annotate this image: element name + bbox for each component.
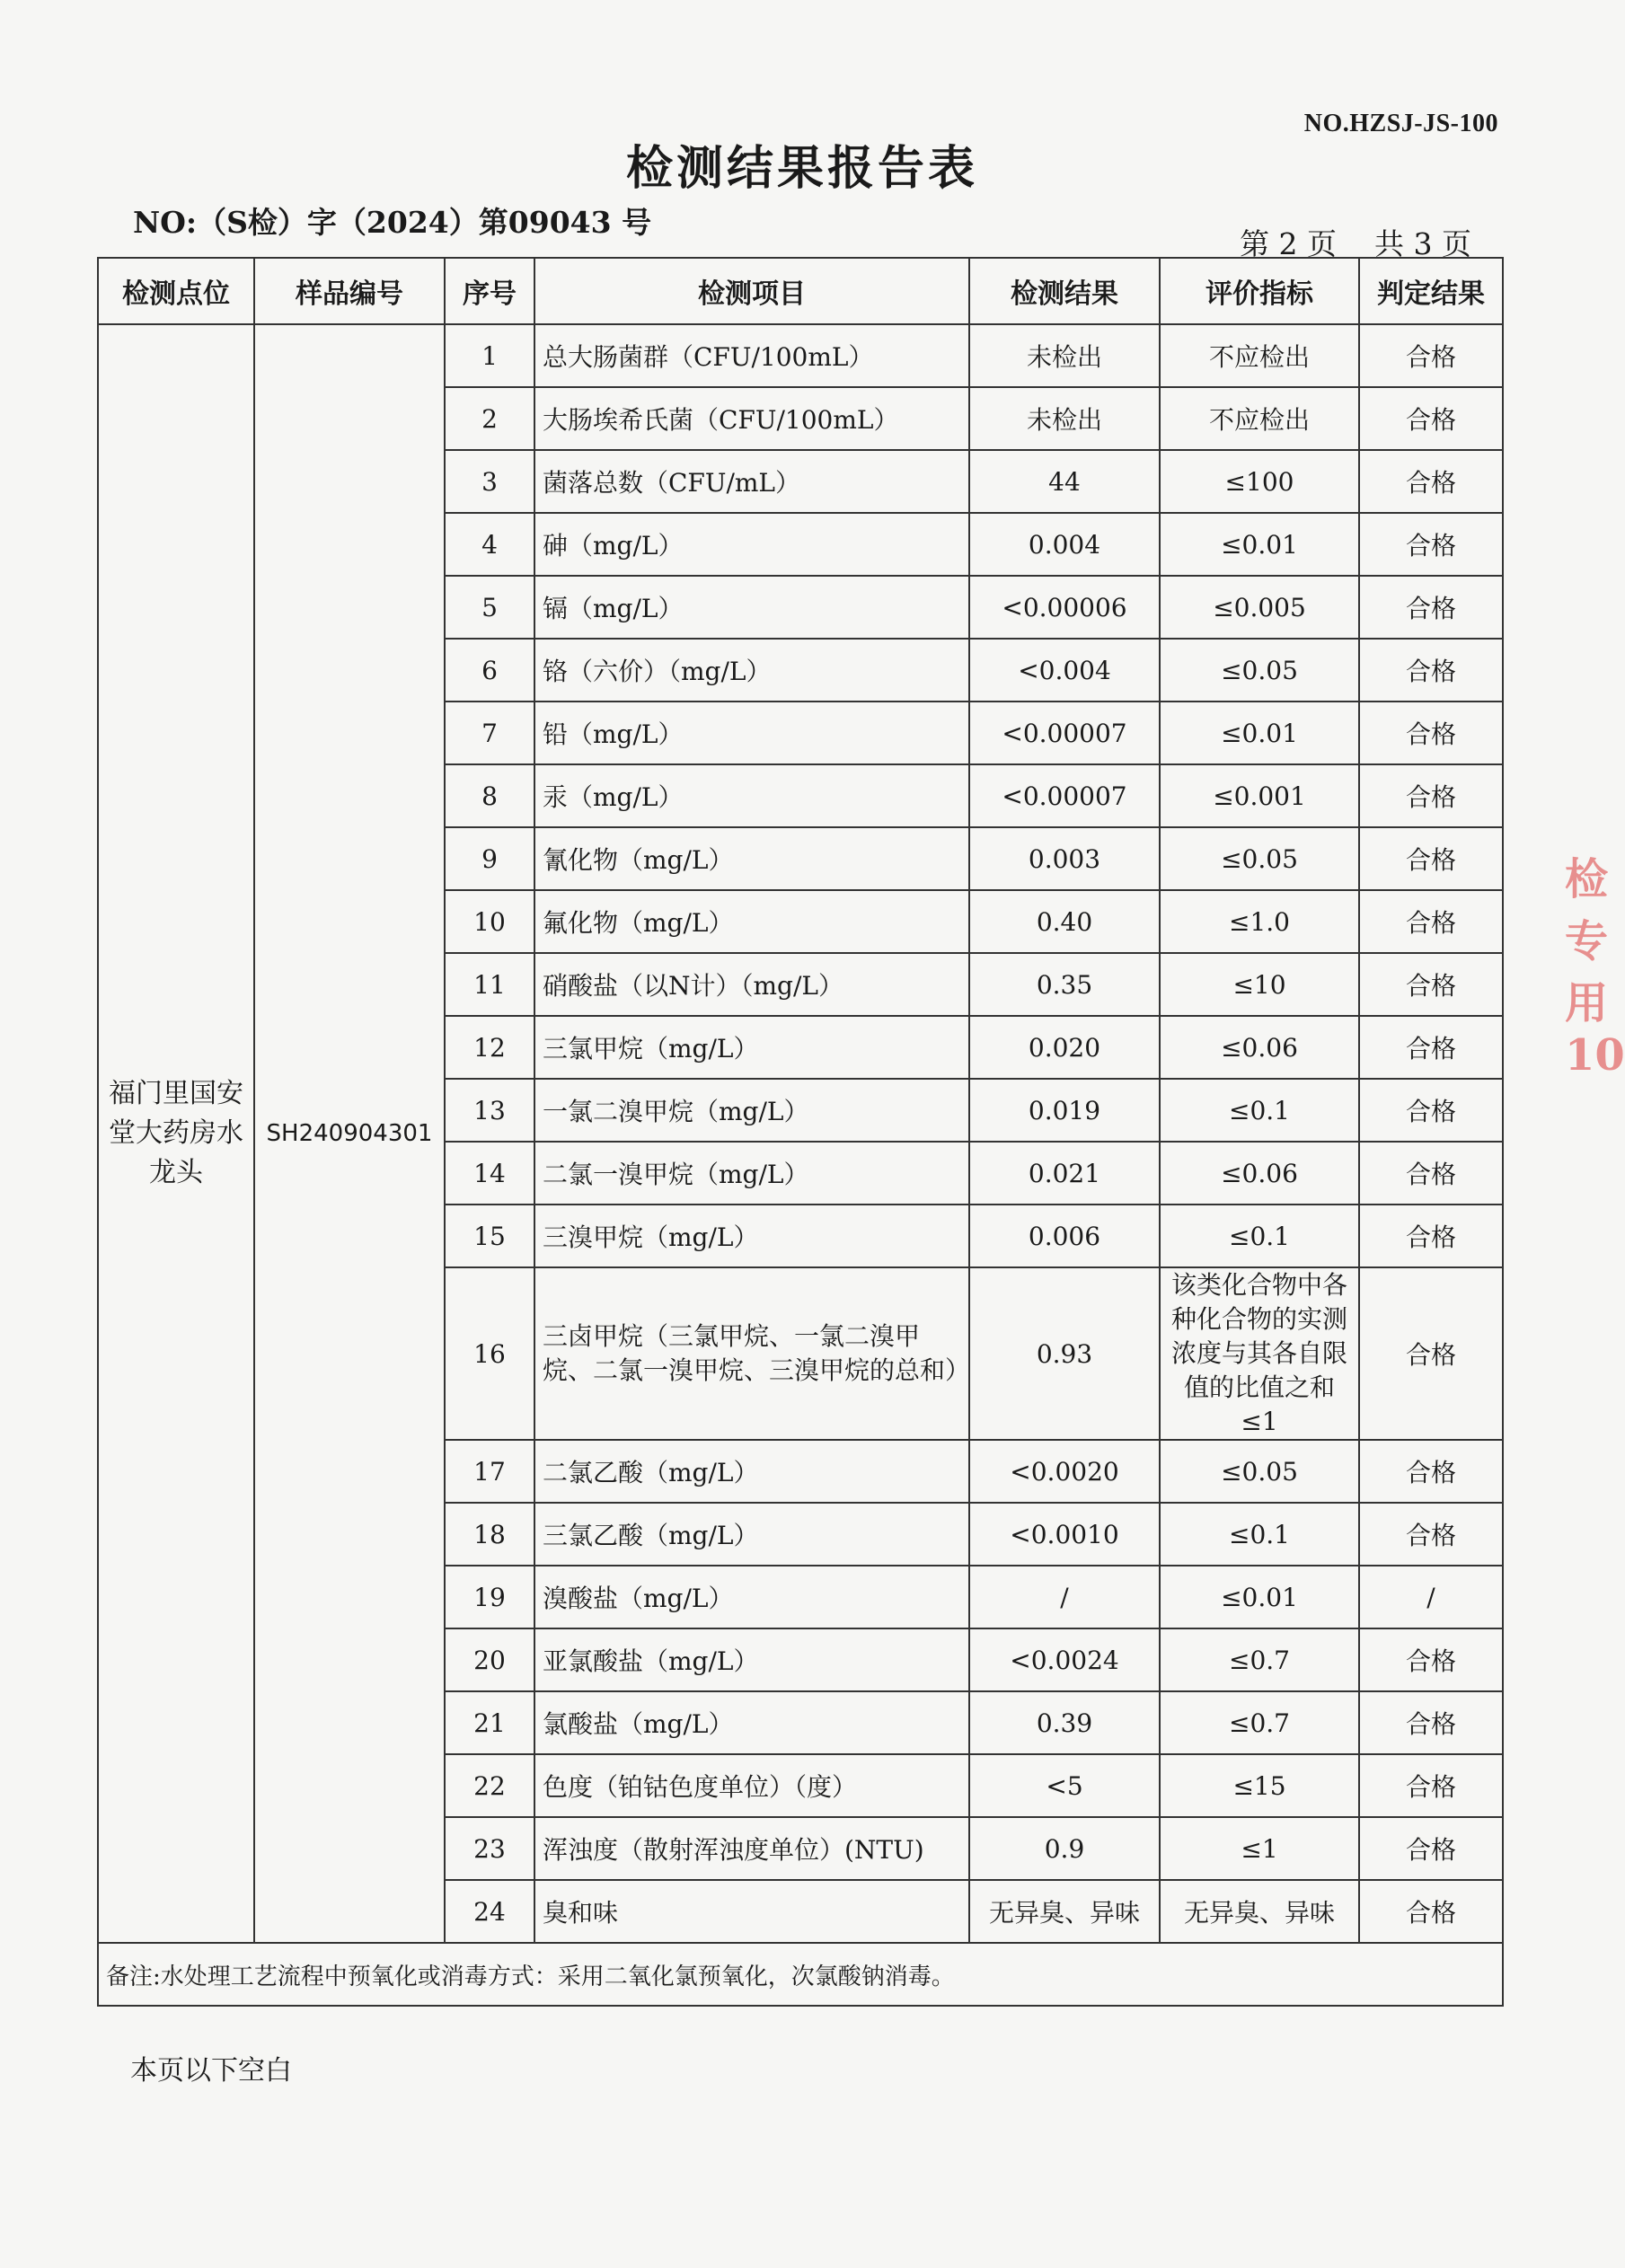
- cell-seq: 5: [445, 576, 534, 639]
- cell-verdict: 合格: [1359, 387, 1503, 450]
- cell-item: 铅（mg/L）: [534, 702, 969, 764]
- cell-result: 未检出: [969, 387, 1160, 450]
- cell-verdict: /: [1359, 1566, 1503, 1628]
- cell-item: 三卤甲烷（三氯甲烷、一氯二溴甲烷、二氯一溴甲烷、三溴甲烷的总和）: [534, 1267, 969, 1440]
- cell-item: 菌落总数（CFU/mL）: [534, 450, 969, 513]
- cell-seq: 13: [445, 1079, 534, 1142]
- cell-seq: 1: [445, 324, 534, 387]
- header-seq: 序号: [445, 258, 534, 324]
- cell-seq: 21: [445, 1691, 534, 1754]
- cell-limit: ≤1.0: [1160, 890, 1359, 953]
- cell-result: 0.35: [969, 953, 1160, 1016]
- cell-result: 0.93: [969, 1267, 1160, 1440]
- cell-verdict: 合格: [1359, 702, 1503, 764]
- remark-text: 备注:水处理工艺流程中预氧化或消毒方式：采用二氧化氯预氧化，次氯酸钠消毒。: [98, 1943, 1503, 2006]
- cell-verdict: 合格: [1359, 1267, 1503, 1440]
- cell-limit: ≤10: [1160, 953, 1359, 1016]
- cell-limit: ≤0.06: [1160, 1142, 1359, 1205]
- cell-result: 无异臭、异味: [969, 1880, 1160, 1943]
- cell-item: 硝酸盐（以N计）（mg/L）: [534, 953, 969, 1016]
- cell-seq: 8: [445, 764, 534, 827]
- cell-limit: ≤0.05: [1160, 639, 1359, 702]
- cell-verdict: 合格: [1359, 450, 1503, 513]
- cell-limit: 该类化合物中各种化合物的实测浓度与其各自限值的比值之和≤1: [1160, 1267, 1359, 1440]
- cell-limit: ≤100: [1160, 450, 1359, 513]
- header-verdict: 判定结果: [1359, 258, 1503, 324]
- cell-seq: 16: [445, 1267, 534, 1440]
- cell-sample-id: SH240904301: [254, 324, 445, 1943]
- cell-verdict: 合格: [1359, 890, 1503, 953]
- cell-seq: 4: [445, 513, 534, 576]
- cell-result: 0.019: [969, 1079, 1160, 1142]
- stamp-mark: 10: [1565, 1030, 1625, 1081]
- cell-verdict: 合格: [1359, 324, 1503, 387]
- cell-item: 浑浊度（散射浑浊度单位）(NTU): [534, 1817, 969, 1880]
- cell-item: 总大肠菌群（CFU/100mL）: [534, 324, 969, 387]
- cell-limit: ≤0.7: [1160, 1691, 1359, 1754]
- cell-verdict: 合格: [1359, 576, 1503, 639]
- cell-result: <0.00006: [969, 576, 1160, 639]
- cell-limit: ≤0.005: [1160, 576, 1359, 639]
- header-sample-id: 样品编号: [254, 258, 445, 324]
- cell-seq: 17: [445, 1440, 534, 1503]
- blank-below-note: 本页以下空白: [130, 2055, 292, 2087]
- cell-verdict: 合格: [1359, 764, 1503, 827]
- cell-result: 0.006: [969, 1205, 1160, 1267]
- cell-limit: ≤0.01: [1160, 702, 1359, 764]
- cell-limit: ≤0.001: [1160, 764, 1359, 827]
- cell-limit: ≤0.05: [1160, 1440, 1359, 1503]
- cell-limit: 不应检出: [1160, 324, 1359, 387]
- cell-item: 一氯二溴甲烷（mg/L）: [534, 1079, 969, 1142]
- cell-result: <0.0010: [969, 1503, 1160, 1566]
- cell-result: <0.00007: [969, 764, 1160, 827]
- table-row: [98, 324, 1503, 387]
- cell-result: 0.004: [969, 513, 1160, 576]
- cell-verdict: 合格: [1359, 1142, 1503, 1205]
- cell-result: 0.021: [969, 1142, 1160, 1205]
- cell-item: 汞（mg/L）: [534, 764, 969, 827]
- cell-limit: 无异臭、异味: [1160, 1880, 1359, 1943]
- cell-item: 氰化物（mg/L）: [534, 827, 969, 890]
- cell-limit: 不应检出: [1160, 387, 1359, 450]
- cell-item: 亚氯酸盐（mg/L）: [534, 1628, 969, 1691]
- cell-item: 臭和味: [534, 1880, 969, 1943]
- cell-verdict: 合格: [1359, 1440, 1503, 1503]
- cell-verdict: 合格: [1359, 1817, 1503, 1880]
- cell-seq: 18: [445, 1503, 534, 1566]
- cell-verdict: 合格: [1359, 513, 1503, 576]
- cell-seq: 15: [445, 1205, 534, 1267]
- page-total: 共 3 页: [1374, 226, 1471, 261]
- cell-result: 0.39: [969, 1691, 1160, 1754]
- cell-seq: 10: [445, 890, 534, 953]
- cell-verdict: 合格: [1359, 1754, 1503, 1817]
- cell-verdict: 合格: [1359, 827, 1503, 890]
- cell-limit: ≤0.01: [1160, 513, 1359, 576]
- cell-verdict: 合格: [1359, 1205, 1503, 1267]
- cell-item: 三氯乙酸（mg/L）: [534, 1503, 969, 1566]
- cell-seq: 3: [445, 450, 534, 513]
- cell-seq: 23: [445, 1817, 534, 1880]
- page-title: 检测结果报告表: [625, 141, 978, 196]
- cell-limit: ≤0.7: [1160, 1628, 1359, 1691]
- cell-result: <5: [969, 1754, 1160, 1817]
- cell-verdict: 合格: [1359, 1016, 1503, 1079]
- cell-seq: 12: [445, 1016, 534, 1079]
- report-number: NO:（S检）字（2024）第09043 号: [133, 205, 652, 240]
- header-location: 检测点位: [98, 258, 254, 324]
- cell-seq: 14: [445, 1142, 534, 1205]
- cell-seq: 7: [445, 702, 534, 764]
- stamp-mark: 用: [1565, 978, 1609, 1028]
- cell-seq: 6: [445, 639, 534, 702]
- cell-result: <0.00007: [969, 702, 1160, 764]
- results-table: [97, 257, 1504, 2007]
- cell-result: 未检出: [969, 324, 1160, 387]
- cell-limit: ≤1: [1160, 1817, 1359, 1880]
- cell-limit: ≤0.1: [1160, 1079, 1359, 1142]
- cell-limit: ≤0.05: [1160, 827, 1359, 890]
- cell-verdict: 合格: [1359, 1880, 1503, 1943]
- cell-item: 三氯甲烷（mg/L）: [534, 1016, 969, 1079]
- page-current: 第 2 页: [1240, 226, 1338, 261]
- red-stamp-seal: [1565, 844, 1625, 1141]
- cell-result: 0.020: [969, 1016, 1160, 1079]
- cell-item: 砷（mg/L）: [534, 513, 969, 576]
- cell-item: 二氯一溴甲烷（mg/L）: [534, 1142, 969, 1205]
- cell-limit: ≤15: [1160, 1754, 1359, 1817]
- header-item: 检测项目: [534, 258, 969, 324]
- cell-verdict: 合格: [1359, 1691, 1503, 1754]
- cell-item: 氯酸盐（mg/L）: [534, 1691, 969, 1754]
- cell-result: <0.0020: [969, 1440, 1160, 1503]
- cell-item: 三溴甲烷（mg/L）: [534, 1205, 969, 1267]
- cell-item: 铬（六价）（mg/L）: [534, 639, 969, 702]
- cell-seq: 2: [445, 387, 534, 450]
- cell-seq: 22: [445, 1754, 534, 1817]
- cell-seq: 20: [445, 1628, 534, 1691]
- cell-limit: ≤0.1: [1160, 1205, 1359, 1267]
- cell-result: 44: [969, 450, 1160, 513]
- cell-verdict: 合格: [1359, 639, 1503, 702]
- cell-result: 0.9: [969, 1817, 1160, 1880]
- remark-row: [98, 1943, 1503, 2006]
- document-code: NO.HZSJ-JS-100: [1303, 110, 1498, 137]
- cell-limit: ≤0.06: [1160, 1016, 1359, 1079]
- cell-item: 大肠埃希氏菌（CFU/100mL）: [534, 387, 969, 450]
- stamp-mark: 专: [1565, 916, 1609, 966]
- cell-verdict: 合格: [1359, 1079, 1503, 1142]
- cell-verdict: 合格: [1359, 1503, 1503, 1566]
- table-header-row: [98, 258, 1503, 324]
- cell-seq: 19: [445, 1566, 534, 1628]
- cell-seq: 9: [445, 827, 534, 890]
- cell-seq: 11: [445, 953, 534, 1016]
- cell-result: <0.004: [969, 639, 1160, 702]
- cell-location: 福门里国安堂大药房水龙头: [98, 324, 254, 1943]
- cell-limit: ≤0.1: [1160, 1503, 1359, 1566]
- cell-result: <0.0024: [969, 1628, 1160, 1691]
- cell-seq: 24: [445, 1880, 534, 1943]
- cell-result: /: [969, 1566, 1160, 1628]
- cell-item: 氟化物（mg/L）: [534, 890, 969, 953]
- cell-item: 色度（铂钴色度单位）（度）: [534, 1754, 969, 1817]
- cell-item: 二氯乙酸（mg/L）: [534, 1440, 969, 1503]
- cell-limit: ≤0.01: [1160, 1566, 1359, 1628]
- cell-result: 0.40: [969, 890, 1160, 953]
- header-limit: 评价指标: [1160, 258, 1359, 324]
- stamp-mark: 检: [1565, 854, 1609, 905]
- cell-result: 0.003: [969, 827, 1160, 890]
- cell-item: 溴酸盐（mg/L）: [534, 1566, 969, 1628]
- cell-verdict: 合格: [1359, 1628, 1503, 1691]
- cell-item: 镉（mg/L）: [534, 576, 969, 639]
- header-result: 检测结果: [969, 258, 1160, 324]
- cell-verdict: 合格: [1359, 953, 1503, 1016]
